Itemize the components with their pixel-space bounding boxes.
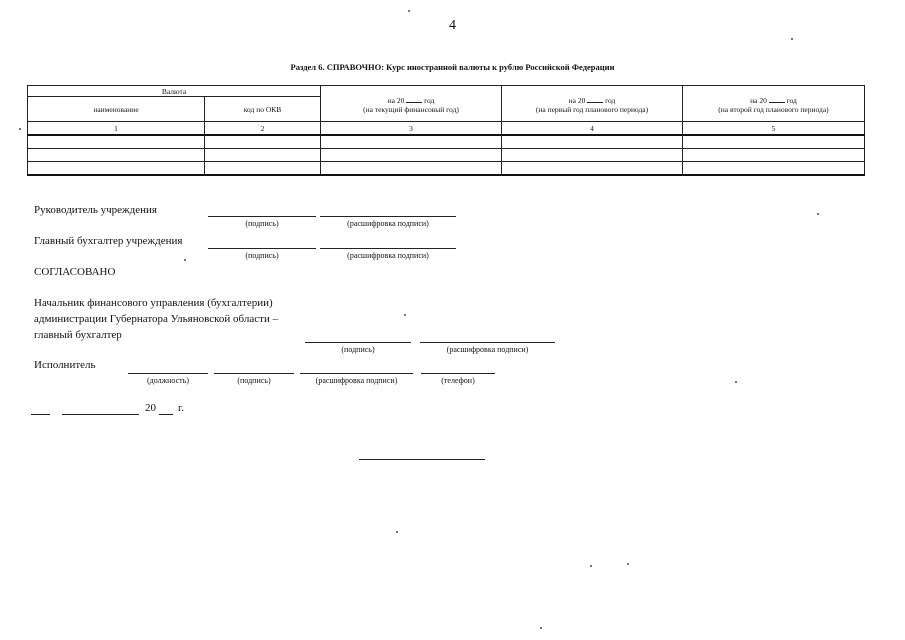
decoding-caption: (расшифровка подписи) [347, 219, 429, 228]
decoding-caption: (расшифровка подписи) [347, 251, 429, 260]
executor-position-line [128, 373, 208, 374]
signature-caption: (подпись) [341, 345, 375, 354]
col-code-header: код по ОКВ [205, 97, 321, 122]
table-row [28, 162, 865, 176]
executor-phone-line [421, 373, 495, 374]
col-number: 5 [683, 122, 865, 136]
date-month-line [62, 414, 139, 415]
head-signature-line [208, 216, 316, 217]
date-year-line [159, 414, 173, 415]
agreed-heading: СОГЛАСОВАНО [34, 266, 116, 278]
signature-caption: (подпись) [237, 376, 271, 385]
chief-accountant-label: Главный бухгалтер учреждения [34, 235, 183, 247]
chief-decoding-line [320, 248, 456, 249]
col4-header: на 20 год (на первый год планового периода) [502, 86, 683, 122]
col3-header: на 20 год (на текущий финансовый год) [321, 86, 502, 122]
finance-head-line1: Начальник финансового управления (бухгалтерии) [34, 297, 273, 309]
executor-decoding-line [300, 373, 413, 374]
scan-speck [396, 531, 398, 533]
scan-speck [540, 627, 542, 629]
date-year-suffix: г. [178, 402, 185, 414]
scan-speck [404, 314, 406, 316]
scan-speck [19, 128, 21, 130]
col-name-header: наименование [28, 97, 205, 122]
scan-speck [627, 563, 629, 565]
scan-speck [590, 565, 592, 567]
section-title: Раздел 6. СПРАВОЧНО: Курс иностранной валюты к рублю Российской Федерации [290, 62, 615, 72]
col-number: 3 [321, 122, 502, 136]
col-number: 4 [502, 122, 683, 136]
chief-signature-line [208, 248, 316, 249]
position-caption: (должность) [147, 376, 189, 385]
page-number: 4 [449, 18, 456, 33]
finance-signature-line [305, 342, 411, 343]
head-decoding-line [320, 216, 456, 217]
decoding-caption: (расшифровка подписи) [446, 345, 529, 354]
date-year-prefix: 20 [145, 402, 156, 414]
scan-speck [735, 381, 737, 383]
finance-decoding-line [420, 342, 555, 343]
date-day-line [31, 414, 50, 415]
col-number: 1 [28, 122, 205, 136]
currency-rate-table [27, 85, 865, 176]
decoding-caption: (расшифровка подписи) [315, 376, 398, 385]
signature-caption: (подпись) [245, 219, 279, 228]
currency-group-header: Валюта [28, 86, 321, 97]
phone-caption: (телефон) [441, 376, 475, 385]
finance-head-line3: главный бухгалтер [34, 329, 122, 341]
table-row [28, 149, 865, 162]
scan-speck [791, 38, 793, 40]
col-number: 2 [205, 122, 321, 136]
executor-label: Исполнитель [34, 359, 96, 371]
executor-signature-line [214, 373, 294, 374]
head-label: Руководитель учреждения [34, 204, 157, 216]
col5-header: на 20 год (на второй год планового периода) [683, 86, 865, 122]
scan-speck [817, 213, 819, 215]
finance-head-line2: администрации Губернатора Ульяновской области – [34, 313, 279, 325]
table-row [28, 135, 865, 149]
closing-line [359, 459, 485, 460]
scan-speck [408, 10, 410, 12]
scan-speck [184, 259, 186, 261]
signature-caption: (подпись) [245, 251, 279, 260]
